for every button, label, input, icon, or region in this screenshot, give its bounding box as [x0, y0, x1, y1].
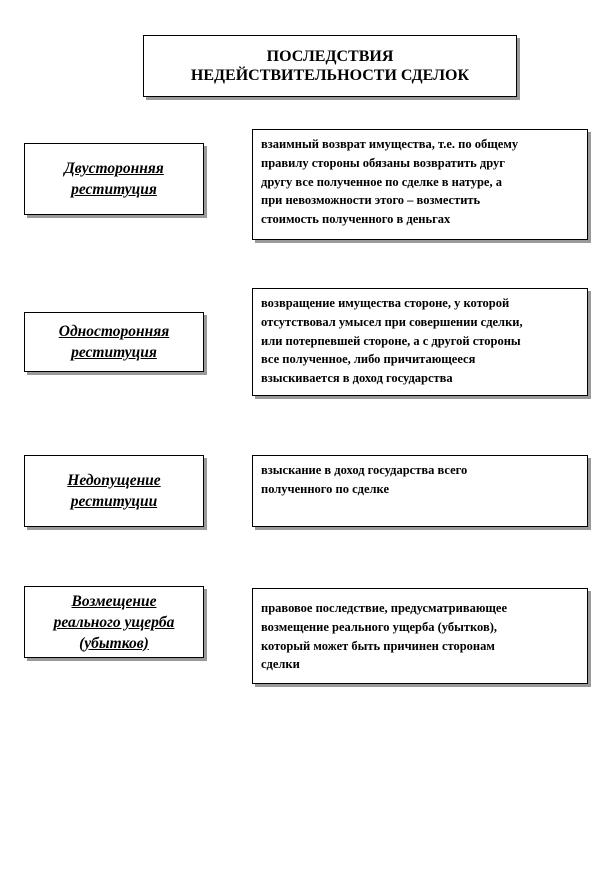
- label-line: реституция: [71, 181, 157, 198]
- title-line-1: ПОСЛЕДСТВИЯ: [266, 48, 394, 65]
- label-line: Возмещение: [71, 592, 157, 610]
- description-line: другу все полученное по сделке в натуре, а: [261, 174, 502, 189]
- description-line: отсутствовал умысел при совершении сделки,: [261, 314, 523, 329]
- description-line: который может быть причинен сторонам: [261, 638, 495, 653]
- label-line: Односторонняя: [58, 323, 170, 340]
- description-line: при невозможности этого – возместить: [261, 193, 481, 208]
- label-line: (убытков): [79, 634, 149, 652]
- description-line: взыскивается в доход государства: [261, 371, 453, 386]
- label-box-damages-compensation: [24, 586, 204, 658]
- label-line: Недопущение: [67, 472, 161, 489]
- title-line-2: НЕДЕЙСТВИТЕЛЬНОСТИ СДЕЛОК: [190, 67, 470, 84]
- label-box-restitution-denial: [24, 455, 204, 527]
- label-box-bilateral-restitution: [24, 143, 204, 215]
- label-line: Двусторонняя: [64, 160, 164, 177]
- description-line: возвращение имущества стороне, у которой: [261, 296, 510, 310]
- description-line: или потерпевшей стороне, а с другой стороны: [261, 333, 521, 348]
- description-line: правовое последствие, предусматривающее: [261, 601, 508, 615]
- description-box-unilateral-restitution: [252, 288, 588, 396]
- description-box-bilateral-restitution: [252, 129, 588, 240]
- label-box-unilateral-restitution: [24, 312, 204, 372]
- description-line: все полученное, либо причитающееся: [261, 352, 476, 367]
- description-line: полученного по сделке: [261, 481, 389, 496]
- label-line: реституция: [71, 344, 157, 361]
- description-line: правилу стороны обязаны возвратить друг: [261, 155, 505, 170]
- label-line: реституции: [70, 493, 158, 510]
- description-box-restitution-denial: [252, 455, 588, 527]
- title-box: [143, 35, 517, 97]
- label-line: реального ущерба: [53, 613, 175, 631]
- description-line: сделки: [261, 657, 300, 672]
- description-line: взаимный возврат имущества, т.е. по общему: [261, 137, 519, 151]
- description-box-damages-compensation: [252, 588, 588, 684]
- description-line: возмещение реального ущерба (убытков),: [261, 619, 498, 634]
- description-line: взыскание в доход государства всего: [261, 463, 468, 477]
- description-line: стоимость полученного в деньгах: [261, 212, 451, 227]
